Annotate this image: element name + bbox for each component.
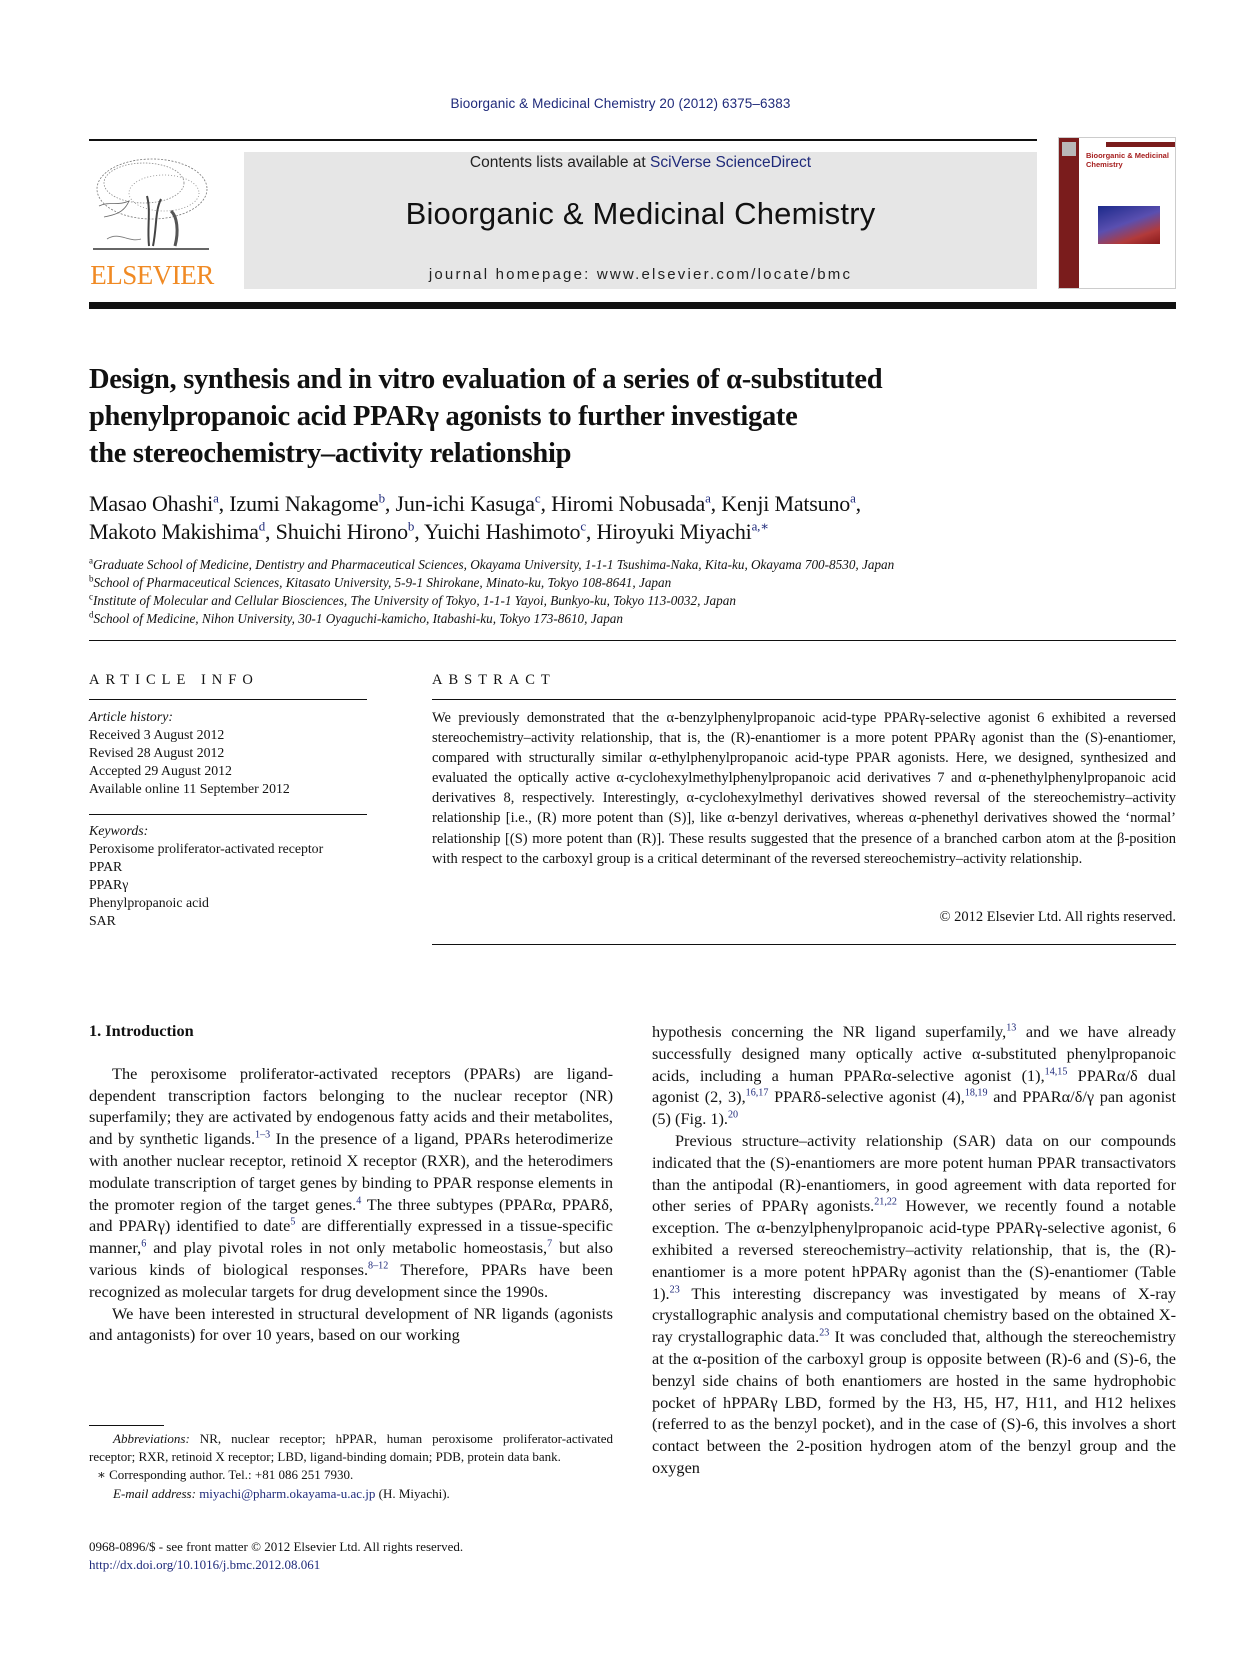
article-title xyxy=(89,361,1089,472)
citation-link[interactable]: 8–12 xyxy=(368,1260,389,1272)
author-affiliation-link[interactable]: b xyxy=(378,490,385,506)
sciencedirect-link[interactable]: SciVerse ScienceDirect xyxy=(649,154,812,171)
keyword-item: PPARγ xyxy=(89,877,129,892)
author-name: Jun-ichi Kasuga xyxy=(395,491,535,516)
elsevier-logo xyxy=(89,151,215,289)
journal-banner xyxy=(244,152,1037,289)
author-name: Shuichi Hirono xyxy=(275,519,408,544)
affiliation-list xyxy=(89,556,1179,628)
author-name: Masao Ohashi xyxy=(89,491,214,516)
body-column-left xyxy=(89,1020,613,1346)
body-paragraph: hypothesis concerning the NR ligand superfamily,$^{13}$ and we have already successfully designed many optically active α-substituted phenylpropanoic acids, including a human PPARα-selective agonist (1),$^{14,15}$ PPARα/δ dual agonist (2, 3),$^{16,17}$ PPARδ-selective agonist (4),$^{18,19}$ and PPARα/δ/γ pan agonist (5) (Fig. 1).$^{20}$ xyxy=(652,1022,1176,1129)
email-footnote xyxy=(89,1485,613,1503)
email-link[interactable]: miyachi@pharm.okayama-u.ac.jp xyxy=(199,1485,376,1501)
history-item: Available online 11 September 2012 xyxy=(89,781,290,796)
contents-line xyxy=(244,154,1037,172)
title-line: Design, synthesis and in vitro evaluation of a series of α-substituted xyxy=(89,364,883,395)
abstract-rule-bottom xyxy=(432,944,1176,945)
email-label: E-mail address: xyxy=(113,1485,196,1501)
abstract-rule xyxy=(432,699,1176,700)
cover-image xyxy=(1098,206,1160,244)
keywords xyxy=(89,822,379,930)
affiliation-text: Institute of Molecular and Cellular Biosciences, The University of Tokyo, 1-1-1 Yayoi, Bunkyo-ku, Tokyo 113-0032, Japan xyxy=(93,593,736,608)
citation-link[interactable]: 23 xyxy=(819,1327,830,1339)
abbreviations-label: Abbreviations: xyxy=(113,1431,190,1446)
abstract-heading: ABSTRACT xyxy=(432,672,556,688)
front-matter xyxy=(89,1538,689,1574)
affiliation-key: b xyxy=(89,573,94,584)
citation-link[interactable]: 20 xyxy=(727,1109,739,1121)
citation-link[interactable]: 23 xyxy=(669,1284,680,1296)
abbreviations-footnote xyxy=(89,1430,613,1466)
keyword-item: SAR xyxy=(89,913,116,928)
author-name: Makoto Makishima xyxy=(89,519,259,544)
section-divider xyxy=(89,640,1176,641)
history-label: Article history: xyxy=(89,709,173,724)
journal-homepage-link[interactable]: journal homepage: www.elsevier.com/locate/bmc xyxy=(428,266,853,283)
keywords-label: Keywords: xyxy=(89,823,149,838)
abbreviations-text: NR, nuclear receptor; hPPAR, human peroxisome proliferator-activated receptor; RXR, retinoid X receptor; LBD, ligand-binding domain; PDB, protein data bank. xyxy=(89,1431,613,1465)
history-item: Revised 28 August 2012 xyxy=(89,745,225,760)
author-name: Hiromi Nobusada xyxy=(551,491,706,516)
email-suffix: (H. Miyachi). xyxy=(375,1485,450,1501)
author-line-2: Makoto Makishima$^d$, Shuichi Hirono$^b$, Yuichi Hashimoto$^c$, Hiroyuki Miyachi$^{a,∗}$ xyxy=(89,518,769,544)
affiliation-key: c xyxy=(89,591,93,602)
author-name: Yuichi Hashimoto xyxy=(424,519,581,544)
article-info-heading: ARTICLE INFO xyxy=(89,672,259,688)
cover-topbar xyxy=(1106,142,1176,147)
affiliation-key: d xyxy=(89,609,94,620)
corresponding-text: Corresponding author. Tel.: +81 086 251 7930. xyxy=(105,1467,354,1483)
citation-link[interactable]: 18,19 xyxy=(964,1087,988,1099)
footnote-rule xyxy=(89,1425,164,1426)
author-name: Izumi Nakagome xyxy=(229,491,379,516)
citation-link[interactable]: 5 xyxy=(290,1216,296,1228)
contents-prefix: Contents lists available at xyxy=(469,154,650,171)
affiliation-item xyxy=(89,592,1179,610)
header-thick-rule xyxy=(89,302,1176,309)
citation-link[interactable]: 16,17 xyxy=(745,1087,769,1099)
author-affiliation-link[interactable]: c xyxy=(580,518,586,534)
cover-spine xyxy=(1059,138,1079,288)
author-line-1: Masao Ohashi$^a$, Izumi Nakagome$^b$, Jun-ichi Kasuga$^c$, Hiromi Nobusada$^a$, Kenji Matsuno$^a$, xyxy=(89,490,861,516)
elsevier-wordmark: ELSEVIER xyxy=(90,260,214,290)
author-affiliation-link[interactable]: c xyxy=(534,490,541,506)
citation-link[interactable]: 4 xyxy=(356,1195,362,1207)
front-matter-text: 0968-0896/$ - see front matter © 2012 Elsevier Ltd. All rights reserved. xyxy=(89,1539,464,1554)
author-list xyxy=(89,490,1089,546)
body-column-right xyxy=(652,1021,1176,1479)
article-history xyxy=(89,708,379,798)
abstract-text: We previously demonstrated that the α-benzylphenylpropanoic acid-type PPARγ-selective agonist 6 exhibited a reversed stereochemistry–activity relationship, that is, the (R)-enantiomer is a more potent PPARγ agonist than the (S)-enantiomer, compared with structurally similar α-ethylphenylpropanoic acid-type PPAR agonists. Here, we designed, synthesized and evaluated the optically active α-cyclohexylmethylphenylpropanoic acid derivatives 7 and α-phenethylphenylpropanoic acid derivatives 8, respectively. Interestingly, α-cyclohexylmethyl derivatives showed reversal of the stereochemistry–activity relationship [i.e., (R) more potent than (S)], like α-benzyl derivatives, whereas α-phenethyl derivatives showed the ‘normal’ relationship [(S) more potent than (R)]. These results suggested that the presence of a branched carbon atom at the β-position with respect to the carboxyl group is a critical determinant of the reversed stereochemistry–activity relationship. xyxy=(432,710,1176,867)
journal-citation-link[interactable]: Bioorganic & Medicinal Chemistry 20 (2012) 6375–6383 xyxy=(450,96,791,111)
body-paragraph: The peroxisome proliferator-activated receptors (PPARs) are ligand-dependent transcription factors belonging to the nuclear receptor (NR) superfamily; they are activated by endogenous fatty acids and their metabolites, and by synthetic ligands.$^{1-3}$ In the presence of a ligand, PPARs heterodimerize with another nuclear receptor, retinoid X receptor (RXR), and the heterodimers modulate transcription of target genes by binding to PPAR response elements in the promoter region of the target genes.$^4$ The three subtypes (PPARα, PPARδ, and PPARγ) identified to date$^5$ are differentially expressed in a tissue-specific manner,$^6$ and play pivotal roles in not only metabolic homeostasis,$^7$ but also various kinds of biological responses.$^{8-12}$ Therefore, PPARs have been recognized as molecular targets for drug development since the 1990s. xyxy=(89,1063,614,1301)
affiliation-item xyxy=(89,574,1179,592)
doi-link[interactable]: http://dx.doi.org/10.1016/j.bmc.2012.08.061 xyxy=(89,1557,321,1572)
author-affiliation-link[interactable]: a xyxy=(850,490,856,506)
title-line: the stereochemistry–activity relationship xyxy=(89,438,572,469)
journal-name: Bioorganic & Medicinal Chemistry xyxy=(405,196,876,231)
history-item: Accepted 29 August 2012 xyxy=(89,763,232,778)
keyword-item: Phenylpropanoic acid xyxy=(89,895,209,910)
body-paragraph: We have been interested in structural development of NR ligands (agonists and antagonists) for over 10 years, based on our working xyxy=(89,1303,613,1345)
author-name: Kenji Matsuno xyxy=(721,491,851,516)
citation-link[interactable]: 14,15 xyxy=(1044,1066,1068,1078)
citation-link[interactable]: 6 xyxy=(141,1238,147,1250)
keywords-rule xyxy=(89,814,367,815)
author-name: Hiroyuki Miyachi xyxy=(596,519,752,544)
body-paragraph: Previous structure–activity relationship (SAR) data on our compounds indicated that the (S)-enantiomers are more potent human PPAR transactivators than the antipodal (R)-enantiomers, in good agreement with data reported for other series of PPARγ agonists.$^{21,22}$ However, we recently found a notable exception. The α-benzylphenylpropanoic acid-type PPARγ-selective agonist, 6 exhibited a reversed stereochemistry–activity relationship, that is, the (R)-enantiomer is a more potent hPPARγ agonist than the (S)-enantiomer (Table 1).$^{23}$ This interesting discrepancy was investigated by means of X-ray crystallographic analysis and computational chemistry based on the obtained X-ray crystallographic data.$^{23}$ It was concluded that, although the stereochemistry at the α-position of the carboxyl group is opposite between (R)-6 and (S)-6, the benzyl side chains of both enantiomers are hosted in the same hydrophobic pocket of hPPARγ LBD, formed by the H3, H5, H7, H11, and H12 helixes (referred to as the benzyl pocket), and in the case of (S)-6, this involves a short contact between the 2-position hydrogen atom of the benzyl group and the oxygen xyxy=(652,1130,1177,1477)
author-affiliation-link[interactable]: a xyxy=(705,490,711,506)
affiliation-text: School of Medicine, Nihon University, 30-1 Oyaguchi-kamicho, Itabashi-ku, Tokyo 173-8610, Japan xyxy=(93,611,623,626)
citation-link[interactable]: 1–3 xyxy=(255,1129,271,1141)
affiliation-text: Graduate School of Medicine, Dentistry and Pharmaceutical Sciences, Okayama University, 1-1-1 Tsushima-Naka, Kita-ku, Okayama 700-8530, Japan xyxy=(93,557,895,572)
header-rule xyxy=(89,139,1037,141)
cover-logo-icon xyxy=(1062,142,1076,156)
citation-link[interactable]: 21,22 xyxy=(874,1196,897,1208)
affiliation-item xyxy=(89,610,1179,628)
citation-link[interactable]: 13 xyxy=(1006,1022,1017,1034)
affiliation-key: a xyxy=(89,555,93,566)
keyword-item: PPAR xyxy=(89,859,123,874)
history-item: Received 3 August 2012 xyxy=(89,727,225,742)
corresponding-author-footnote xyxy=(89,1466,613,1484)
citation-link[interactable]: 7 xyxy=(547,1238,553,1250)
section-heading: 1. Introduction xyxy=(89,1021,194,1040)
author-affiliation-link[interactable]: d xyxy=(258,518,266,534)
keyword-item: Peroxisome proliferator-activated receptor xyxy=(89,841,324,856)
author-affiliation-link[interactable]: a xyxy=(213,490,219,506)
tree-icon xyxy=(89,151,215,259)
title-line: phenylpropanoic acid PPARγ agonists to further investigate xyxy=(89,401,798,432)
author-affiliation-link[interactable]: b xyxy=(407,518,415,534)
affiliation-item xyxy=(89,556,1179,574)
footnotes xyxy=(89,1430,613,1503)
journal-cover-thumbnail[interactable] xyxy=(1058,137,1176,289)
article-info-rule xyxy=(89,699,367,700)
cover-title: Bioorganic & Medicinal Chemistry xyxy=(1086,151,1169,169)
author-affiliation-link[interactable]: a,∗ xyxy=(751,518,769,534)
asterisk-icon: ∗ xyxy=(97,1467,106,1483)
abstract-copyright: © 2012 Elsevier Ltd. All rights reserved. xyxy=(939,909,1176,925)
affiliation-text: School of Pharmaceutical Sciences, Kitasato University, 5-9-1 Shirokane, Minato-ku, Tokyo 108-8641, Japan xyxy=(93,575,672,590)
